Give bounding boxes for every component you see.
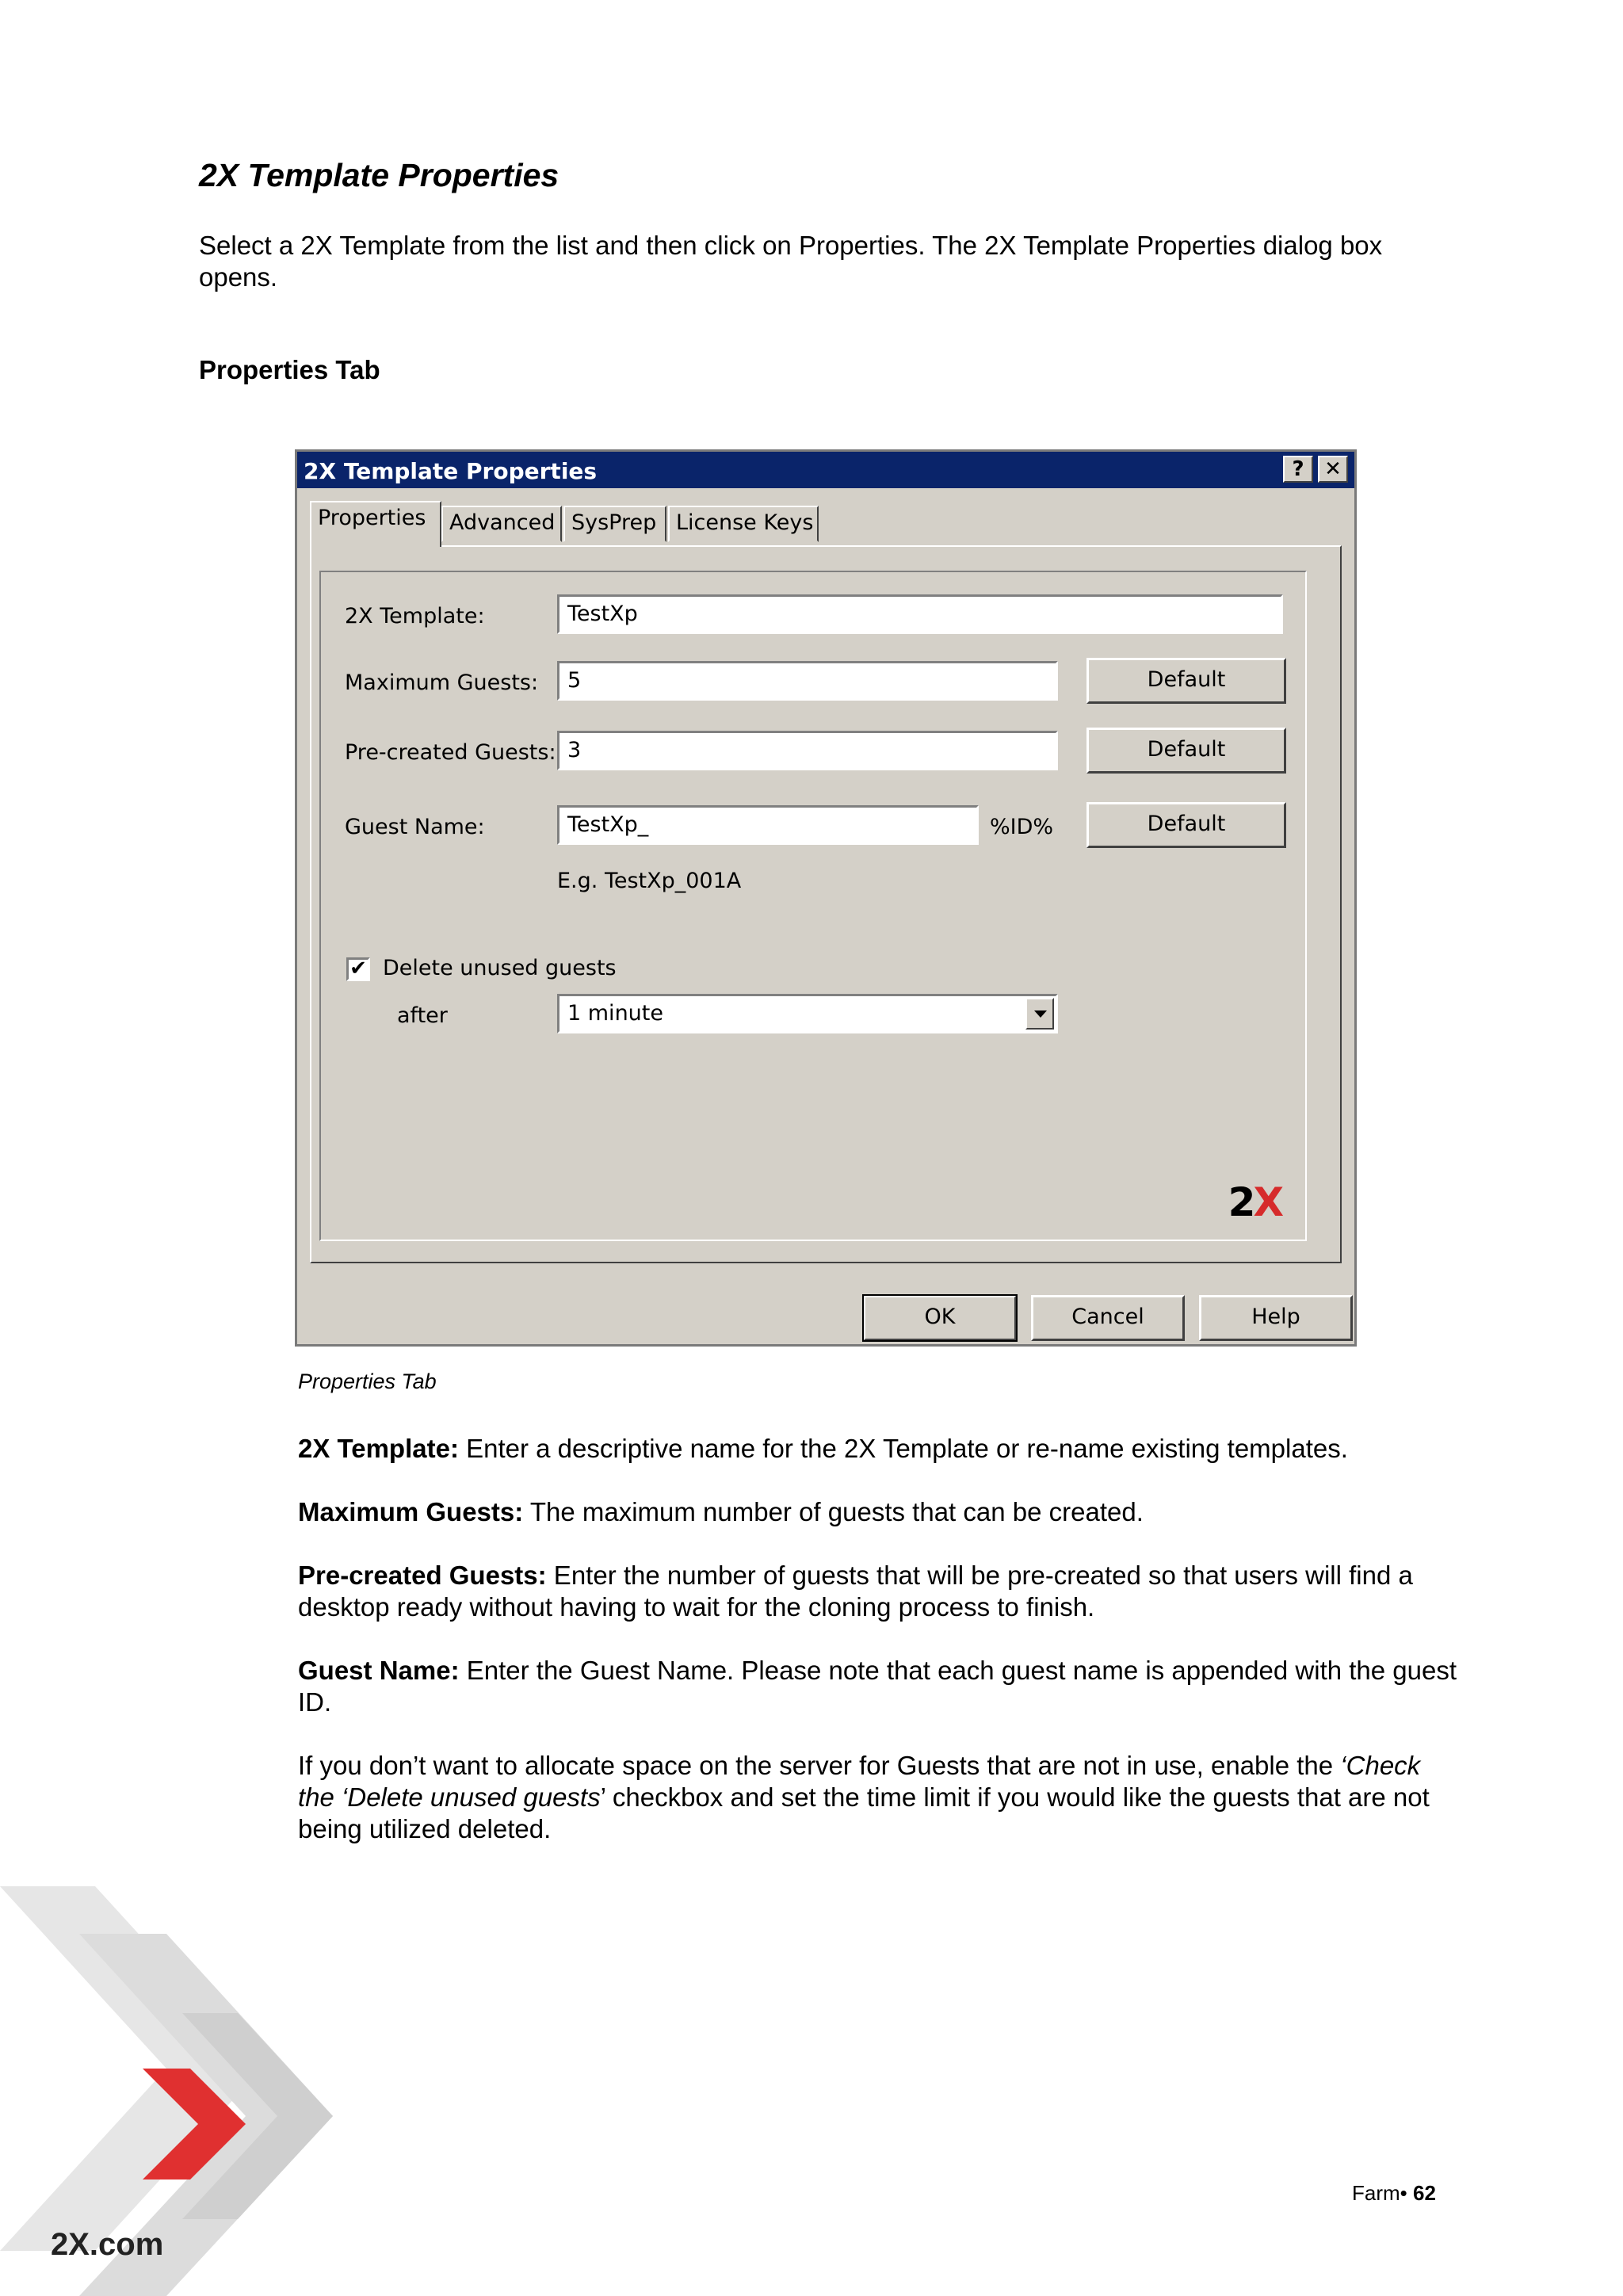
tab-properties[interactable]: Properties: [310, 501, 441, 547]
tab-license-keys[interactable]: License Keys: [668, 506, 819, 542]
page-heading: 2X Template Properties: [199, 157, 559, 193]
dialog-titlebar: [297, 452, 1354, 488]
closing-paragraph: If you don’t want to allocate space on the server for Guests that are not in use, enable the ‘Check the ‘Delete unused guests’ checkbox and set the time limit if you would like the guests that are not being utilized deleted.: [298, 1751, 1430, 1843]
template-label: 2X Template:: [345, 604, 485, 628]
page-footer: Farm• 62: [1352, 2181, 1436, 2205]
max-guests-label: Maximum Guests:: [345, 670, 539, 695]
ok-button[interactable]: OK: [863, 1295, 1017, 1341]
id-suffix: %ID%: [990, 815, 1054, 839]
precreated-guests-input[interactable]: 3: [557, 731, 1058, 770]
delete-unused-label: Delete unused guests: [383, 956, 617, 980]
help-button[interactable]: Help: [1199, 1295, 1353, 1341]
tab-advanced[interactable]: Advanced: [441, 506, 562, 542]
desc-guest-name: Guest Name: Enter the Guest Name. Please note that each guest name is appended with the guest ID.: [298, 1656, 1457, 1717]
guest-name-label: Guest Name:: [345, 815, 485, 839]
after-select[interactable]: [557, 994, 1058, 1033]
desc-precreated: Pre-created Guests: Enter the number of guests that will be pre-created so that users will find a desktop ready without having to wait for the cloning process to finish.: [298, 1561, 1413, 1622]
guest-name-default-button[interactable]: Default: [1086, 802, 1286, 848]
after-label: after: [397, 1003, 448, 1028]
dialog-title: 2X Template Properties: [304, 458, 598, 484]
brand-logo: 2X.com: [51, 2227, 164, 2262]
tab-sysprep[interactable]: SysPrep: [563, 506, 666, 542]
desc-template: 2X Template: Enter a descriptive name for the 2X Template or re-name existing templates.: [298, 1434, 1348, 1463]
precreated-label: Pre-created Guests:: [345, 740, 556, 765]
section-heading: Properties Tab: [199, 355, 380, 384]
intro-paragraph: Select a 2X Template from the list and then click on Properties. The 2X Template Properties dialog box opens.: [199, 231, 1383, 292]
cancel-button[interactable]: Cancel: [1031, 1295, 1185, 1341]
max-guests-default-button[interactable]: Default: [1086, 658, 1286, 704]
close-icon[interactable]: ✕: [1318, 456, 1348, 483]
template-properties-dialog: [295, 449, 1357, 1347]
delete-unused-checkbox[interactable]: ✔: [346, 957, 370, 981]
after-select-value: 1 minute: [567, 1001, 663, 1026]
figure-caption: Properties Tab: [298, 1370, 437, 1393]
help-title-button[interactable]: ?: [1283, 456, 1313, 483]
guest-name-input[interactable]: TestXp_: [557, 805, 979, 845]
max-guests-input[interactable]: 5: [557, 661, 1058, 701]
template-name-input[interactable]: TestXp: [557, 594, 1283, 634]
precreated-default-button[interactable]: Default: [1086, 728, 1286, 774]
2x-logo: 2X: [1228, 1179, 1281, 1225]
desc-max-guests: Maximum Guests: The maximum number of guests that can be created.: [298, 1497, 1144, 1526]
guest-name-example: E.g. TestXp_001A: [557, 869, 742, 893]
properties-group: [319, 571, 1307, 1241]
chevron-down-icon[interactable]: [1025, 998, 1054, 1030]
